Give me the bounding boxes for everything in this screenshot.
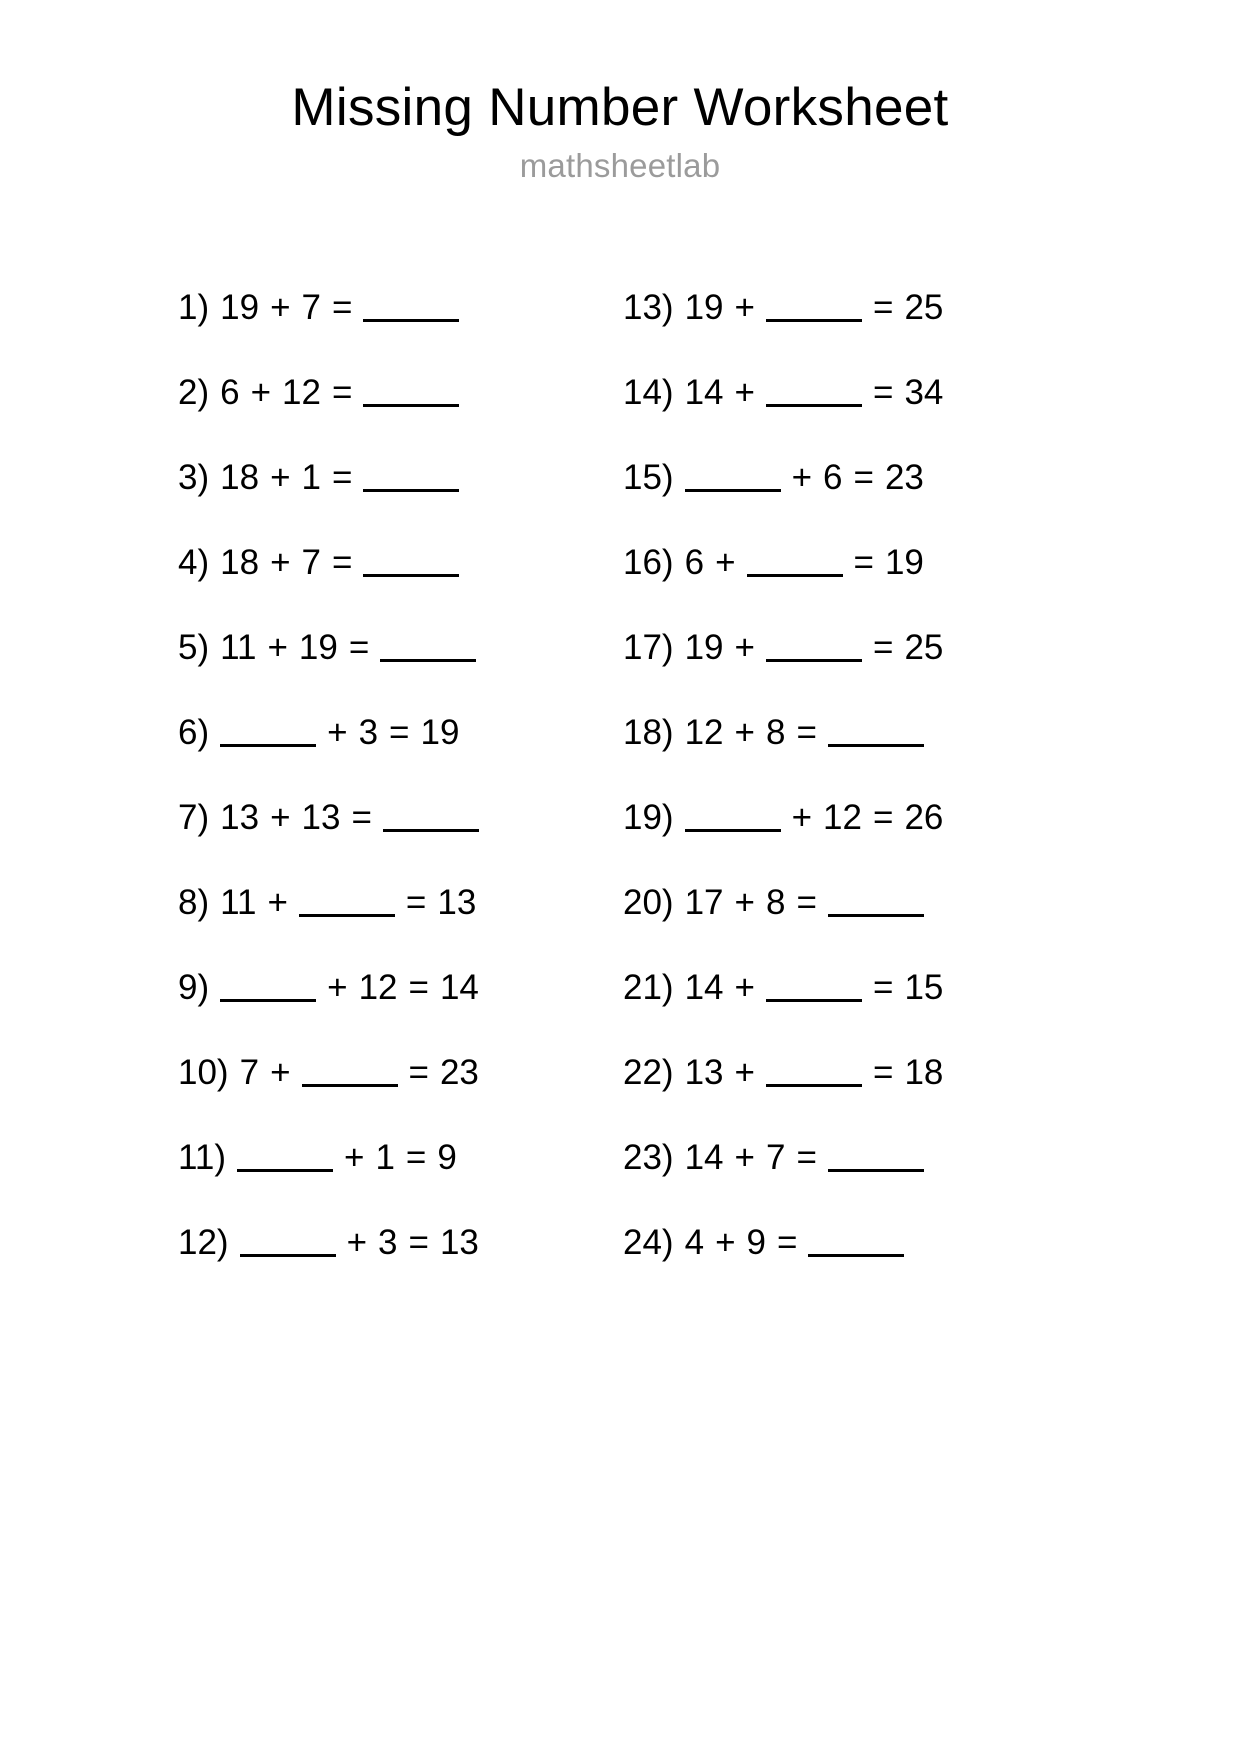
problem-row [178, 605, 623, 690]
answer-blank[interactable] [766, 634, 862, 662]
problem-row [623, 265, 1073, 350]
plus-sign: + [267, 628, 288, 668]
operand-a: 19 [684, 288, 724, 328]
equals-sign: = [776, 1223, 798, 1263]
operand-b: 1 [301, 458, 321, 498]
operand-b: 3 [378, 1223, 398, 1263]
problem-number: 16) [623, 543, 674, 583]
operand-a: 7 [239, 1053, 260, 1093]
answer-blank[interactable] [240, 1229, 336, 1257]
problem-number: 7) [178, 798, 210, 838]
result-value: 9 [437, 1138, 457, 1178]
operand-a: 18 [220, 543, 260, 583]
result-value: 18 [904, 1053, 944, 1093]
equals-sign: = [331, 288, 353, 328]
operand-b: 12 [823, 798, 862, 838]
equals-sign: = [872, 373, 894, 413]
problem-number: 19) [623, 798, 674, 838]
problem-number: 17) [623, 628, 674, 668]
operand-a: 13 [220, 798, 260, 838]
problem-row [178, 350, 623, 435]
problem-number: 15) [623, 458, 674, 498]
problems-column-right [623, 265, 1073, 1285]
operand-a: 19 [684, 628, 724, 668]
problem-row [178, 860, 623, 945]
equals-sign: = [853, 543, 874, 583]
operand-b: 9 [746, 1223, 766, 1263]
problem-number: 8) [178, 883, 210, 923]
problem-row [623, 945, 1073, 1030]
problems-area [0, 265, 1240, 1285]
problem-number: 13) [623, 288, 674, 328]
page-title: Missing Number Worksheet [291, 78, 949, 137]
problem-row [623, 1115, 1073, 1200]
operand-a: 14 [684, 1138, 724, 1178]
plus-sign: + [270, 543, 291, 583]
operand-b: 12 [358, 968, 398, 1008]
operand-a: 14 [684, 373, 724, 413]
plus-sign: + [270, 458, 291, 498]
problem-row [178, 435, 623, 520]
equals-sign: = [405, 1138, 427, 1178]
answer-blank[interactable] [363, 379, 459, 407]
plus-sign: + [346, 1223, 368, 1263]
answer-blank[interactable] [766, 1059, 862, 1087]
operand-b: 12 [282, 373, 321, 413]
answer-blank[interactable] [220, 719, 316, 747]
answer-blank[interactable] [237, 1144, 333, 1172]
plus-sign: + [734, 628, 755, 668]
answer-blank[interactable] [363, 294, 459, 322]
answer-blank[interactable] [383, 804, 479, 832]
equals-sign: = [408, 1223, 429, 1263]
equals-sign: = [351, 798, 372, 838]
plus-sign: + [270, 288, 291, 328]
answer-blank[interactable] [380, 634, 476, 662]
problem-row [178, 775, 623, 860]
plus-sign: + [327, 968, 348, 1008]
answer-blank[interactable] [828, 1144, 924, 1172]
equals-sign: = [405, 883, 427, 923]
operand-a: 11 [220, 628, 257, 668]
answer-blank[interactable] [363, 464, 459, 492]
problem-number: 2) [178, 373, 210, 413]
plus-sign: + [715, 543, 736, 583]
answer-blank[interactable] [828, 889, 924, 917]
problem-number: 21) [623, 968, 674, 1008]
plus-sign: + [791, 798, 813, 838]
operand-b: 8 [765, 883, 786, 923]
operand-b: 8 [765, 713, 786, 753]
operand-a: 13 [684, 1053, 724, 1093]
equals-sign: = [796, 713, 817, 753]
answer-blank[interactable] [685, 464, 781, 492]
plus-sign: + [734, 373, 755, 413]
equals-sign: = [796, 1138, 817, 1178]
problem-number: 4) [178, 543, 210, 583]
plus-sign: + [270, 798, 291, 838]
equals-sign: = [408, 1053, 429, 1093]
equals-sign: = [872, 628, 894, 668]
plus-sign: + [344, 1138, 365, 1178]
problem-row [623, 1030, 1073, 1115]
worksheet-subtitle: mathsheetlab [519, 147, 721, 185]
answer-blank[interactable] [299, 889, 395, 917]
result-value: 13 [437, 883, 477, 923]
equals-sign: = [796, 883, 817, 923]
equals-sign: = [331, 543, 353, 583]
problem-row [623, 775, 1073, 860]
answer-blank[interactable] [766, 974, 862, 1002]
plus-sign: + [327, 713, 348, 753]
operand-a: 12 [684, 713, 724, 753]
result-value: 26 [904, 798, 944, 838]
plus-sign: + [734, 288, 755, 328]
result-value: 34 [904, 373, 944, 413]
problem-number: 10) [178, 1053, 229, 1093]
equals-sign: = [348, 628, 370, 668]
problem-row [623, 435, 1073, 520]
plus-sign: + [734, 713, 755, 753]
problem-number: 5) [178, 628, 210, 668]
answer-blank[interactable] [766, 379, 862, 407]
equals-sign: = [331, 458, 353, 498]
plus-sign: + [734, 1053, 755, 1093]
result-value: 15 [904, 968, 944, 1008]
problem-row [178, 265, 623, 350]
problem-number: 18) [623, 713, 674, 753]
result-value: 19 [884, 543, 924, 583]
result-value: 13 [439, 1223, 479, 1263]
operand-b: 7 [765, 1138, 786, 1178]
problem-number: 3) [178, 458, 210, 498]
plus-sign: + [715, 1223, 736, 1263]
problem-number: 14) [623, 373, 674, 413]
operand-a: 6 [684, 543, 705, 583]
answer-blank[interactable] [766, 294, 862, 322]
answer-blank[interactable] [747, 549, 843, 577]
problems-column-left [178, 265, 623, 1285]
operand-b: 7 [301, 543, 321, 583]
operand-a: 18 [220, 458, 260, 498]
problem-row [623, 1200, 1073, 1285]
answer-blank[interactable] [363, 549, 459, 577]
plus-sign: + [267, 883, 288, 923]
result-value: 25 [904, 288, 944, 328]
plus-sign: + [734, 1138, 755, 1178]
problem-number: 23) [623, 1138, 674, 1178]
problem-row [178, 1030, 623, 1115]
problem-number: 1) [178, 288, 210, 328]
operand-b: 13 [301, 798, 341, 838]
problem-row [623, 860, 1073, 945]
problem-number: 12) [178, 1223, 229, 1263]
problem-row [178, 520, 623, 605]
answer-blank[interactable] [685, 804, 781, 832]
plus-sign: + [734, 883, 755, 923]
operand-b: 1 [375, 1138, 395, 1178]
operand-b: 3 [358, 713, 379, 753]
operand-a: 4 [684, 1223, 705, 1263]
operand-b: 6 [823, 458, 843, 498]
result-value: 19 [420, 713, 460, 753]
problem-number: 22) [623, 1053, 674, 1093]
problem-number: 24) [623, 1223, 674, 1263]
answer-blank[interactable] [828, 719, 924, 747]
problem-row [623, 690, 1073, 775]
plus-sign: + [734, 968, 755, 1008]
operand-a: 19 [220, 288, 260, 328]
problem-number: 11) [178, 1138, 226, 1178]
problem-row [178, 945, 623, 1030]
operand-a: 17 [684, 883, 724, 923]
equals-sign: = [853, 458, 874, 498]
problem-number: 6) [178, 713, 210, 753]
result-value: 25 [904, 628, 944, 668]
problem-row [623, 520, 1073, 605]
result-value: 23 [439, 1053, 479, 1093]
worksheet-header [0, 0, 1240, 185]
plus-sign: + [250, 373, 272, 413]
operand-a: 14 [684, 968, 724, 1008]
plus-sign: + [791, 458, 813, 498]
equals-sign: = [408, 968, 429, 1008]
operand-a: 6 [220, 373, 240, 413]
problem-row [623, 350, 1073, 435]
equals-sign: = [331, 373, 353, 413]
equals-sign: = [872, 288, 894, 328]
answer-blank[interactable] [808, 1229, 904, 1257]
equals-sign: = [872, 1053, 894, 1093]
equals-sign: = [389, 713, 410, 753]
operand-b: 19 [298, 628, 338, 668]
plus-sign: + [270, 1053, 291, 1093]
problem-number: 20) [623, 883, 674, 923]
operand-b: 7 [301, 288, 321, 328]
equals-sign: = [872, 968, 894, 1008]
result-value: 14 [439, 968, 479, 1008]
problem-row [623, 605, 1073, 690]
problem-number: 9) [178, 968, 210, 1008]
answer-blank[interactable] [220, 974, 316, 1002]
operand-a: 11 [220, 883, 257, 923]
answer-blank[interactable] [302, 1059, 398, 1087]
problem-row [178, 1200, 623, 1285]
equals-sign: = [872, 798, 894, 838]
problem-row [178, 690, 623, 775]
result-value: 23 [884, 458, 924, 498]
problem-row [178, 1115, 623, 1200]
